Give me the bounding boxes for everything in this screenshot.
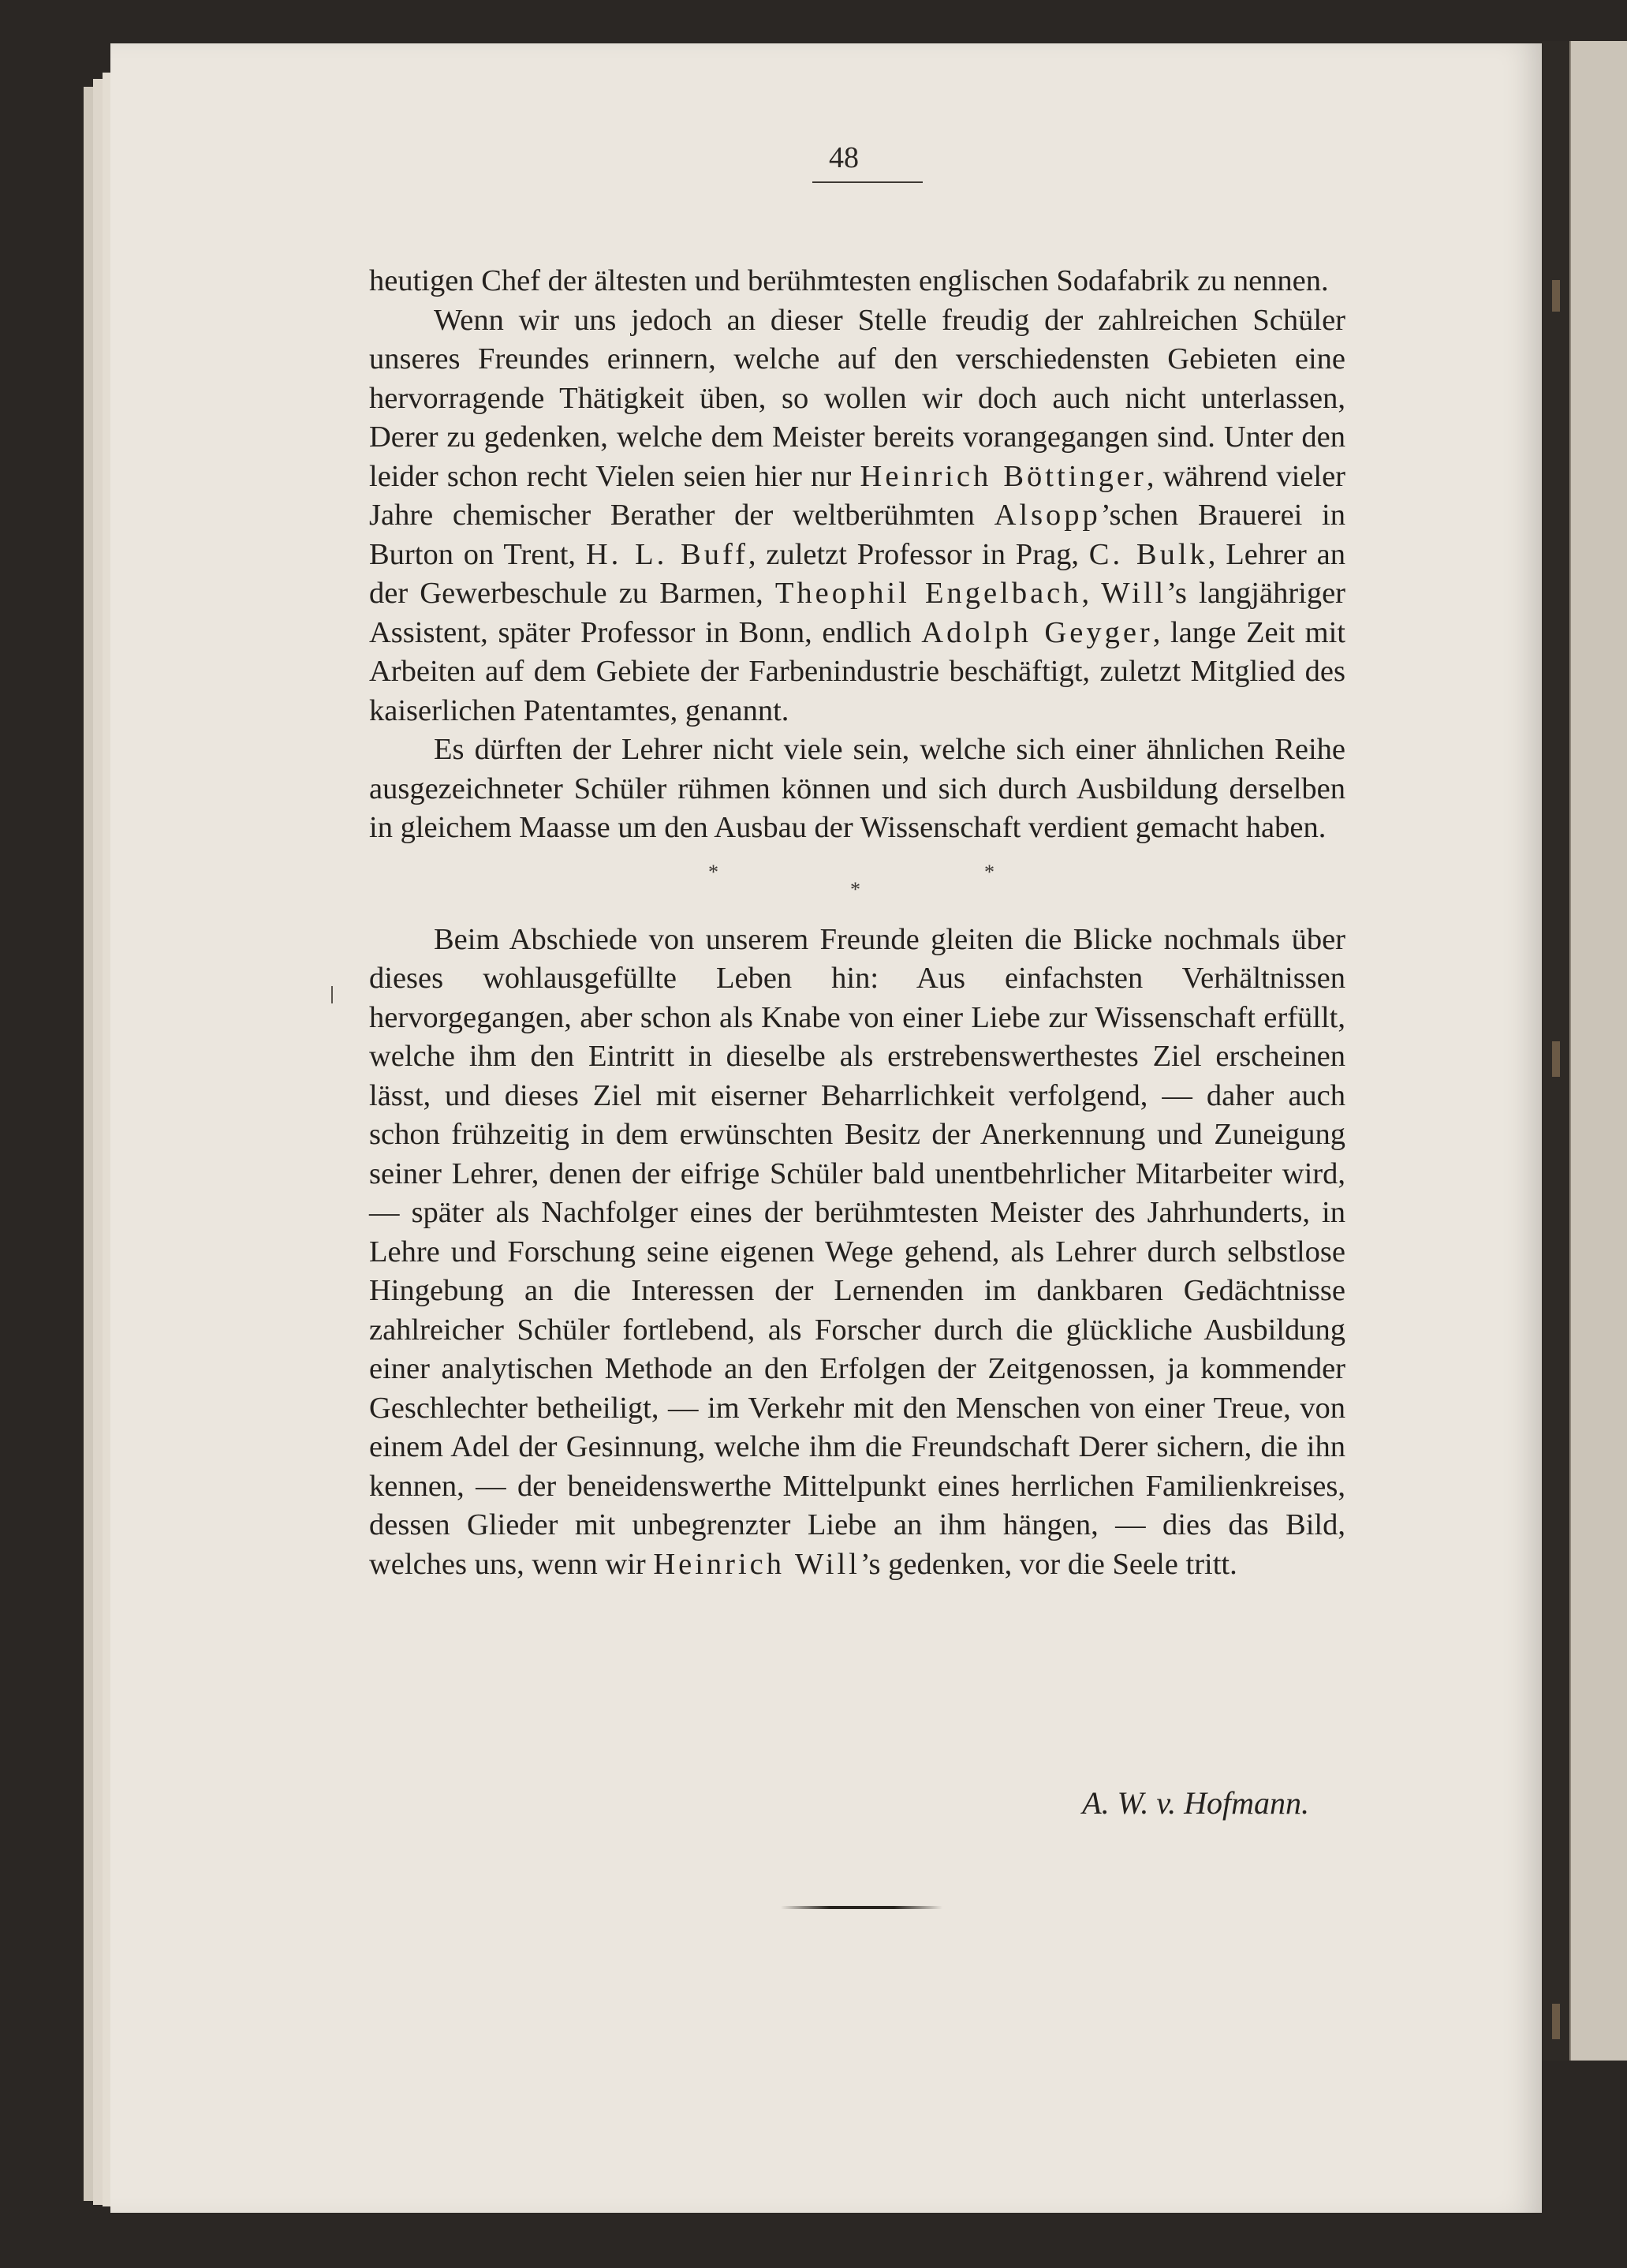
spaced-name: Adolph Geyger xyxy=(921,615,1153,649)
section-divider-stars xyxy=(369,848,1345,921)
text-run: heutigen Chef der ältesten und berühmtesten englischen Sodafabrik zu nennen. xyxy=(369,264,1329,297)
closing-paragraph xyxy=(369,921,1345,1585)
spaced-name: Alsopp xyxy=(994,499,1101,532)
binding-thread xyxy=(1552,280,1560,312)
text-run: , Lehrer an der Gewerbeschule zu Barmen, xyxy=(369,537,1345,610)
paragraph-group xyxy=(369,262,1345,848)
binding-thread xyxy=(1552,1041,1560,1077)
text-run: , während vieler Jahre chemischer Berather der weltberühmten xyxy=(369,459,1345,532)
text-run: ’s gedenken, vor die Seele tritt. xyxy=(860,1547,1237,1581)
spaced-name: Will xyxy=(1101,577,1167,610)
end-ornament-rule xyxy=(781,1906,942,1909)
star-mark: * xyxy=(850,877,860,901)
spaced-name: H. L. Buff xyxy=(585,537,748,571)
star-mark: * xyxy=(984,860,994,884)
star-mark: * xyxy=(708,860,718,884)
text-run: ’schen Brauerei in Burton on Trent, xyxy=(369,499,1345,571)
text-run: , xyxy=(1081,577,1102,610)
body-text xyxy=(369,262,1345,1584)
text-run: ’s langjähriger Assistent, später Professor in Bonn, endlich xyxy=(369,577,1345,649)
text-run: Es dürften der Lehrer nicht viele sein, welche sich einer ähnlichen Reihe ausgezeichneter Schüler rühmen können und sich durch Ausbildung derselben in gleichem Maasse um den Ausbau der Wissenschaft verdient gemacht haben. xyxy=(369,733,1345,844)
facing-page-edge xyxy=(1569,41,1627,2061)
paragraph xyxy=(369,730,1345,848)
text-run: Wenn wir uns jedoch an dieser Stelle freudig der zahlreichen Schüler unseres Freundes erinnern, welche auf den verschiedensten Gebieten eine hervorragende Thätigkeit üben, so wollen wir doch auch nicht unterlassen, Derer zu gedenken, welche dem Meister bereits vorangegangen sind. Unter den leider schon recht Vielen seien hier nur xyxy=(369,303,1345,493)
spaced-name: Heinrich Böttinger xyxy=(860,459,1147,493)
spaced-name: C. Bulk xyxy=(1088,537,1208,571)
page-number: 48 xyxy=(829,141,859,174)
margin-mark xyxy=(331,986,333,1003)
paragraph xyxy=(369,262,1345,301)
text-run: , zuletzt Professor in Prag, xyxy=(748,537,1089,571)
text-run: Beim Abschiede von unserem Freunde gleiten die Blicke nochmals über dieses wohlausgefüllte Leben hin: Aus einfachsten Verhältnissen hervorgegangen, aber schon als Knabe von einer Liebe zur Wissenschaft erfüllt, welche ihm den Eintritt in dieselbe als erstrebenswerthestes Ziel erscheinen lässt, und dieses Ziel mit eiserner Beharrlichkeit verfolgend, — daher auch schon frühzeitig in dem erwünschten Besitz der Anerkennung und Zuneigung seiner Lehrer, denen der eifrige Schüler bald unentbehrlicher Mitarbeiter wird, — später als Nachfolger eines der berühmtesten Meister des Jahrhunderts, in Lehre und Forschung seine eigenen Wege gehend, als Lehrer durch selbstlose Hingebung an die Interessen der Lernenden im dankbaren Gedächtnisse zahlreicher Schüler fortlebend, als Forscher durch die glückliche Ausbildung einer analytischen Methode an den Erfolgen der Zeitgenossen, ja kommender Geschlechter betheiligt, — im Verkehr mit den Menschen von einer Treue, von einem Adel der Gesinnung, welche ihm die Freundschaft Derer sichern, die ihn kennen, — der beneidenswerthe Mittelpunkt eines herrlichen Familienkreises, dessen Glieder mit unbegrenzter Liebe an ihm hängen, — dies das Bild, welches uns, wenn wir xyxy=(369,922,1345,1581)
binding-thread xyxy=(1552,2004,1560,2039)
paragraph xyxy=(369,301,1345,731)
text-run: , lange Zeit mit Arbeiten auf dem Gebiete der Farbenindustrie beschäftigt, zuletzt Mitglied des kaiserlichen Patentamtes, genannt. xyxy=(369,615,1345,727)
spaced-name: Theophil Engelbach xyxy=(774,577,1082,610)
page-number-rule xyxy=(812,181,923,183)
author-signature: A. W. v. Hofmann. xyxy=(1082,1785,1309,1821)
spaced-name: Heinrich Will xyxy=(653,1547,860,1581)
